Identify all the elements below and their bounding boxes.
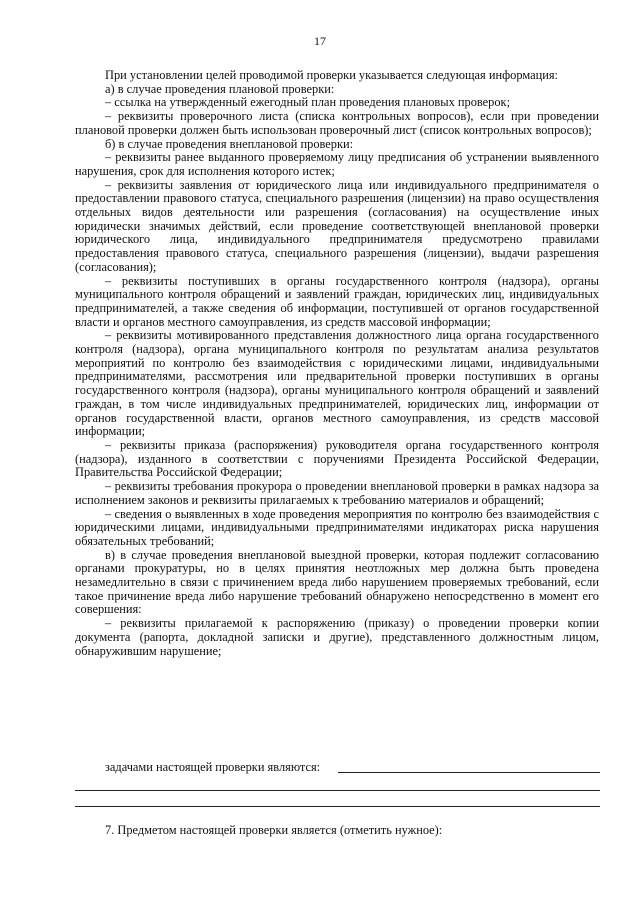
- intro-paragraph: При установлении целей проводимой проверки указывается следующая информация:: [105, 68, 558, 82]
- goals-label: задачами настоящей проверки являются:: [105, 760, 321, 774]
- item-b-bullet-5: – реквизиты приказа (распоряжения) руководителя органа государственного контроля (надзора), изданного в соответствии с поручениями Президента Российской Федерации, Правительства Российской Федерации;: [75, 437, 599, 480]
- item-b-heading: б) в случае проведения внеплановой проверки:: [105, 136, 354, 151]
- blank-line-1[interactable]: [75, 790, 600, 791]
- page-number: 17: [314, 34, 326, 48]
- goals-fill-line[interactable]: [338, 772, 600, 773]
- section-7-heading: 7. Предметом настоящей проверки является (отметить нужное):: [105, 823, 443, 837]
- item-b-bullet-3: – реквизиты поступивших в органы государственного контроля (надзора), органы муниципального контроля обращений и заявлений граждан, юридических лиц, индивидуальных предпринимателей, а также сведения об информации, поступившей от органов государственной власти и органов местного самоуправления, из средств массовой информации;: [75, 273, 599, 329]
- item-b-bullet-1: – реквизиты ранее выданного проверяемому лицу предписания об устранении выявленного нарушения, срок для исполнения которого истек;: [75, 150, 599, 178]
- item-v-bullet-1: – реквизиты прилагаемой к распоряжению (приказу) о проведении проверки копии документа (рапорта, докладной записки и другие), представленного должностным лицом, обнаружившим нарушение;: [75, 616, 599, 658]
- blank-line-2[interactable]: [75, 806, 600, 807]
- item-b-bullet-7: – сведения о выявленных в ходе проведения мероприятия по контролю без взаимодействия с юридическими лицами, индивидуальными предпринимателями индикаторах риска нарушения обязательных требований;: [75, 506, 599, 548]
- item-b-bullet-6: – реквизиты требования прокурора о проведении внеплановой проверки в рамках надзора за исполнением законов и реквизиты прилагаемых к требованию материалов и обращений;: [75, 479, 599, 507]
- item-b-bullet-2: – реквизиты заявления от юридического лица или индивидуального предпринимателя о предоставлении правового статуса, специального разрешения (лицензии) на право осуществления отдельных видов деятельности или разрешения (согласования) на осуществление иных юридически значимых действий, если проведение соответствующей внеплановой проверки юридического лица, индивидуального предпринимателя предусмотрено правилами предоставления правового статуса, специального разрешения (лицензии), выдачи разрешения (согласования);: [75, 177, 599, 274]
- document-body: [75, 69, 599, 658]
- item-a-bullet-1: – ссылка на утвержденный ежегодный план проведения плановых проверок;: [105, 95, 511, 110]
- item-a-heading: а) в случае проведения плановой проверки:: [105, 81, 335, 96]
- item-b-bullet-4: – реквизиты мотивированного представления должностного лица органа государственного контроля (надзора), органа муниципального контроля по результатам анализа результатов мероприятий по контролю без взаимодействия с юридическими лицами, индивидуальными предпринимателями, рассмотрения или предварительной проверки поступивших в органы государственного контроля (надзора), органы муниципального контроля обращений и заявлений граждан, в том числе индивидуальных предпринимателей, юридических лиц, информации от органов государственной власти, органов местного самоуправления, из средств массовой информации;: [75, 328, 599, 439]
- item-v-paragraph: в) в случае проведения внеплановой выездной проверки, которая подлежит согласованию органами прокуратуры, но в целях принятия неотложных мер должна быть проведена незамедлительно в связи с причинением вреда либо нарушением проверяемых требований, если такое причинение вреда либо нарушение требований обнаружено непосредственно в момент его совершения:: [75, 547, 599, 617]
- item-a-bullet-2: – реквизиты проверочного листа (списка контрольных вопросов), если при проведении плановой проверки должен быть использован проверочный лист (список контрольных вопросов);: [75, 109, 599, 137]
